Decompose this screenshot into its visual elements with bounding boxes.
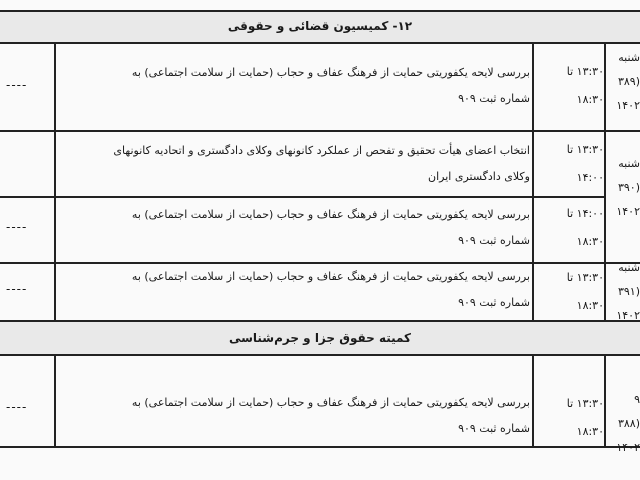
table-border-line [0,42,640,44]
time-cell [538,390,604,446]
date-cell [608,388,640,460]
date-cell [608,46,640,118]
date-number: (۳۸۸ [617,417,640,430]
notes-cell: ---- [6,400,28,414]
subject-line: شماره ثبت ۹۰۹ [458,92,530,105]
column-divider [54,42,56,320]
date-cell [608,152,640,224]
time-end: ۱۸:۳۰ [576,299,604,312]
subject-line: بررسی لایحه یکفوریتی حمایت از فرهنگ عفاف و حجاب (حمایت از سلامت اجتماعی) به [131,66,530,79]
section-title: کمیته حقوق جزا و جرم‌شناسی [228,331,412,345]
subject-line: بررسی لایحه یکفوریتی حمایت از فرهنگ عفاف و حجاب (حمایت از سلامت اجتماعی) به [131,270,530,283]
time-end: ۱۸:۳۰ [576,235,604,248]
subject-cell [60,202,530,254]
notes-cell: ---- [6,282,28,296]
time-start: ۱۳:۳۰ تا [566,271,604,284]
date-number: (۳۹۱ [617,285,640,298]
date-number: (۳۹۰ [617,181,640,194]
date-year: ۱۴۰۲ [616,441,640,454]
notes-cell: ---- [6,220,28,234]
subject-cell [60,60,530,112]
table-border-line [0,354,640,356]
time-start: ۱۴:۰۰ تا [566,207,604,220]
column-divider [604,354,606,446]
date-year: ۱۴۰۲ [616,309,640,322]
subject-line: بررسی لایحه یکفوریتی حمایت از فرهنگ عفاف و حجاب (حمایت از سلامت اجتماعی) به [131,208,530,221]
table-border-line [0,320,640,322]
subject-line: بررسی لایحه یکفوریتی حمایت از فرهنگ عفاف و حجاب (حمایت از سلامت اجتماعی) به [131,396,530,409]
subject-cell [60,264,530,316]
time-cell [538,136,604,192]
notes-cell: ---- [6,78,28,92]
time-start: ۱۳:۳۰ تا [566,65,604,78]
subject-cell [60,138,530,190]
table-border-line [0,446,640,448]
date-number: (۳۸۹ [617,75,640,88]
section-header-judicial-commission [0,10,640,42]
table-border-line [0,130,640,132]
column-divider [604,42,606,320]
table-border-line [0,10,640,12]
time-cell [538,200,604,256]
time-end: ۱۴:۰۰ [576,171,604,184]
subject-line: شماره ثبت ۹۰۹ [458,234,530,247]
time-cell [538,264,604,320]
column-divider [532,42,534,320]
date-weekday: شنبه [618,157,640,170]
time-cell [538,58,604,114]
date-cell [608,256,640,328]
subject-line: شماره ثبت ۹۰۹ [458,296,530,309]
time-end: ۱۸:۳۰ [576,425,604,438]
column-divider [54,354,56,446]
time-start: ۱۳:۳۰ تا [566,143,604,156]
time-end: ۱۸:۳۰ [576,93,604,106]
section-title: ۱۲- کمیسیون قضائی و حقوقی [227,19,413,33]
subject-line: انتخاب اعضای هیأت تحقیق و تفحص از عملکرد کانونهای وکلای دادگستری و اتحادیه کانونهای [113,144,530,157]
section-header-criminal-law-committee [0,322,640,354]
column-divider [532,354,534,446]
date-year: ۱۴۰۲ [616,205,640,218]
date-year: ۱۴۰۲ [616,99,640,112]
time-start: ۱۳:۳۰ تا [566,397,604,410]
subject-line: شماره ثبت ۹۰۹ [458,422,530,435]
subject-line: وکلای دادگستری ایران [428,170,530,183]
subject-cell [60,390,530,442]
date-weekday: ۹ [634,393,640,406]
date-weekday: شنبه [618,261,640,274]
date-weekday: شنبه [618,51,640,64]
table-border-line [0,196,606,198]
